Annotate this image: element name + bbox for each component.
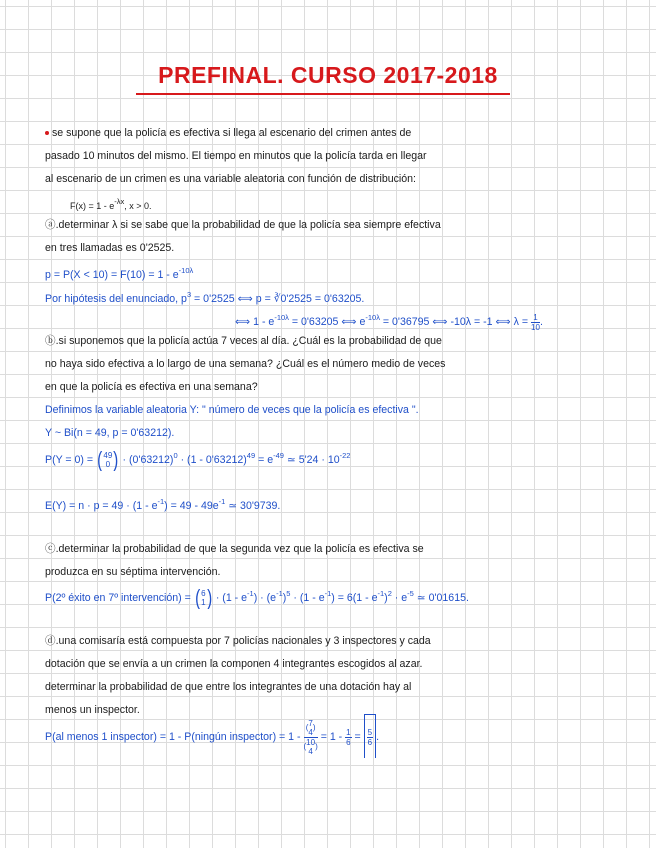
part-b-question-2: no haya sido efectiva a lo largo de una semana? ¿Cuál es el número medio de veces bbox=[45, 358, 446, 370]
intro-formula: $F(x) = 1 - e^{-\lambda x}$, x > 0. bbox=[70, 197, 152, 211]
part-a-solution-1: $p = P(X < 10) = F(10) = 1 - e^{-10\lambda}$ bbox=[45, 266, 194, 281]
part-d-question-1: ⓓ.una comisaría está compuesta por 7 policías nacionales y 3 inspectores y cada bbox=[45, 635, 431, 647]
part-d-question-3: determinar la probabilidad de que entre los integrantes de una dotación hay al bbox=[45, 681, 412, 693]
part-c-question-1: ⓒ.determinar la probabilidad de que la segunda vez que la policía es efectiva se bbox=[45, 543, 424, 555]
binomial-coefficient: 6 1 bbox=[201, 589, 206, 608]
page-title: PREFINAL. CURSO 2017-2018 bbox=[158, 62, 498, 88]
part-b-solution-4: $E(Y) = n \cdot p = 49 \cdot (1 - e^{-1}) = 49 - 49e^{-1}$ ≃ 30'9739. bbox=[45, 497, 281, 512]
part-b-solution-2: Y ~ Bi(n = 49, p = 0'63212). bbox=[45, 427, 175, 439]
part-a-solution-2: Por hipótesis del enunciado, $p^3 = 0'2525$ ⟺ p = ∛0'2525 = 0'63205. bbox=[45, 290, 365, 305]
final-answer-box: $\frac{5}{6}$ bbox=[364, 714, 376, 758]
part-a-question-1: ⓐ.determinar λ si se sabe que la probabilidad de que la policía sea siempre efectiva bbox=[45, 219, 441, 231]
part-d-solution-1: P(al menos 1 inspector) = 1 - P(ningún inspector) = 1 - ( 7 4 ) ( 10 4 ) = 1 - $\frac{1}{6}$ = $\frac{5}{6}$ . bbox=[45, 714, 645, 758]
part-b-solution-3: P(Y = 0) = ( 49 0 ) · $(0'63212)^0 \cdot (1 - 0'63212)^{49} = e^{-49}$ ≃ $5'24 \cdot 10^{-22}$ bbox=[45, 447, 351, 472]
lambda-fraction: $\frac{1}{10}$ bbox=[531, 312, 540, 332]
intro-line-2: pasado 10 minutos del mismo. El tiempo en minutos que la policía tarda en llegar bbox=[45, 150, 427, 162]
combinations-fraction: ( 7 4 ) ( 10 4 ) bbox=[303, 718, 318, 756]
part-b-question-3: en que la policía es efectiva en una semana? bbox=[45, 381, 258, 393]
intro-line-3: al escenario de un crimen es una variable aleatoria con función de distribución: bbox=[45, 173, 417, 185]
bullet-dot bbox=[45, 131, 49, 135]
part-d-question-4: menos un inspector. bbox=[45, 704, 140, 716]
part-b-question-1: ⓑ.si suponemos que la policía actúa 7 veces al día. ¿Cuál es la probabilidad de que bbox=[45, 335, 442, 347]
binomial-coefficient: 49 0 bbox=[103, 451, 113, 470]
one-sixth-fraction: $\frac{1}{6}$ bbox=[346, 727, 351, 747]
part-a-solution-3: ⟺ $1 - e^{-10\lambda} = 0'63205$ ⟺ $e^{-10\lambda} = 0'36795$ ⟺ -10λ = -1 ⟺ λ = $\frac{1}{10}$ . bbox=[235, 312, 543, 332]
part-c-question-2: produzca en su séptima intervención. bbox=[45, 566, 221, 578]
part-b-solution-1: Definimos la variable aleatoria Y: " número de veces que la policía es efectiva ". bbox=[45, 404, 419, 416]
part-c-solution-1: P(2º éxito en 7º intervención) = ( 6 1 ) · $(1 - e^{-1}) \cdot (e^{-1})^5 \cdot (1 - e^{-1}) = 6(1 - e^{-1})^2 \cdot e^{-5}$ ≃ 0'01615. bbox=[45, 585, 469, 610]
part-a-question-2: en tres llamadas es 0'2525. bbox=[45, 242, 175, 254]
part-d-question-2: dotación que se envía a un crimen la componen 4 integrantes escogidos al azar. bbox=[45, 658, 423, 670]
intro-line-1: se supone que la policía es efectiva si llega al escenario del crimen antes de bbox=[52, 127, 412, 139]
title-underline bbox=[136, 93, 510, 95]
